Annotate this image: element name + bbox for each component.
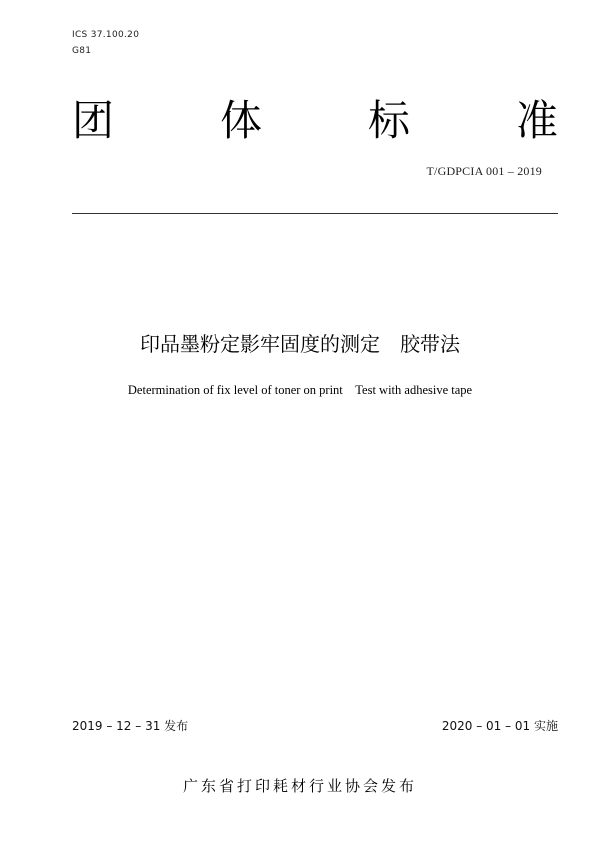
ics-code: ICS 37.100.20 <box>72 30 140 40</box>
ccs-code: G81 <box>72 46 92 56</box>
document-title-english: Determination of fix level of toner on print Test with adhesive tape <box>127 383 473 397</box>
publish-date: 2019 – 12 – 31 发布 <box>72 719 189 733</box>
publisher-name: 广东省打印耗材行业协会发布 <box>182 777 417 795</box>
document-title-chinese: 印品墨粉定影牢固度的测定 胶带法 <box>140 332 460 356</box>
implementation-date: 2020 – 01 – 01 实施 <box>441 719 558 733</box>
header-divider <box>72 213 558 214</box>
title-char-2: 体 <box>219 96 262 145</box>
document-type-title <box>72 96 558 146</box>
title-char-3: 标 <box>367 96 410 145</box>
title-char-1: 团 <box>72 96 115 145</box>
standard-number: T/GDPCIA 001 – 2019 <box>426 164 542 178</box>
title-char-4: 准 <box>515 96 558 145</box>
